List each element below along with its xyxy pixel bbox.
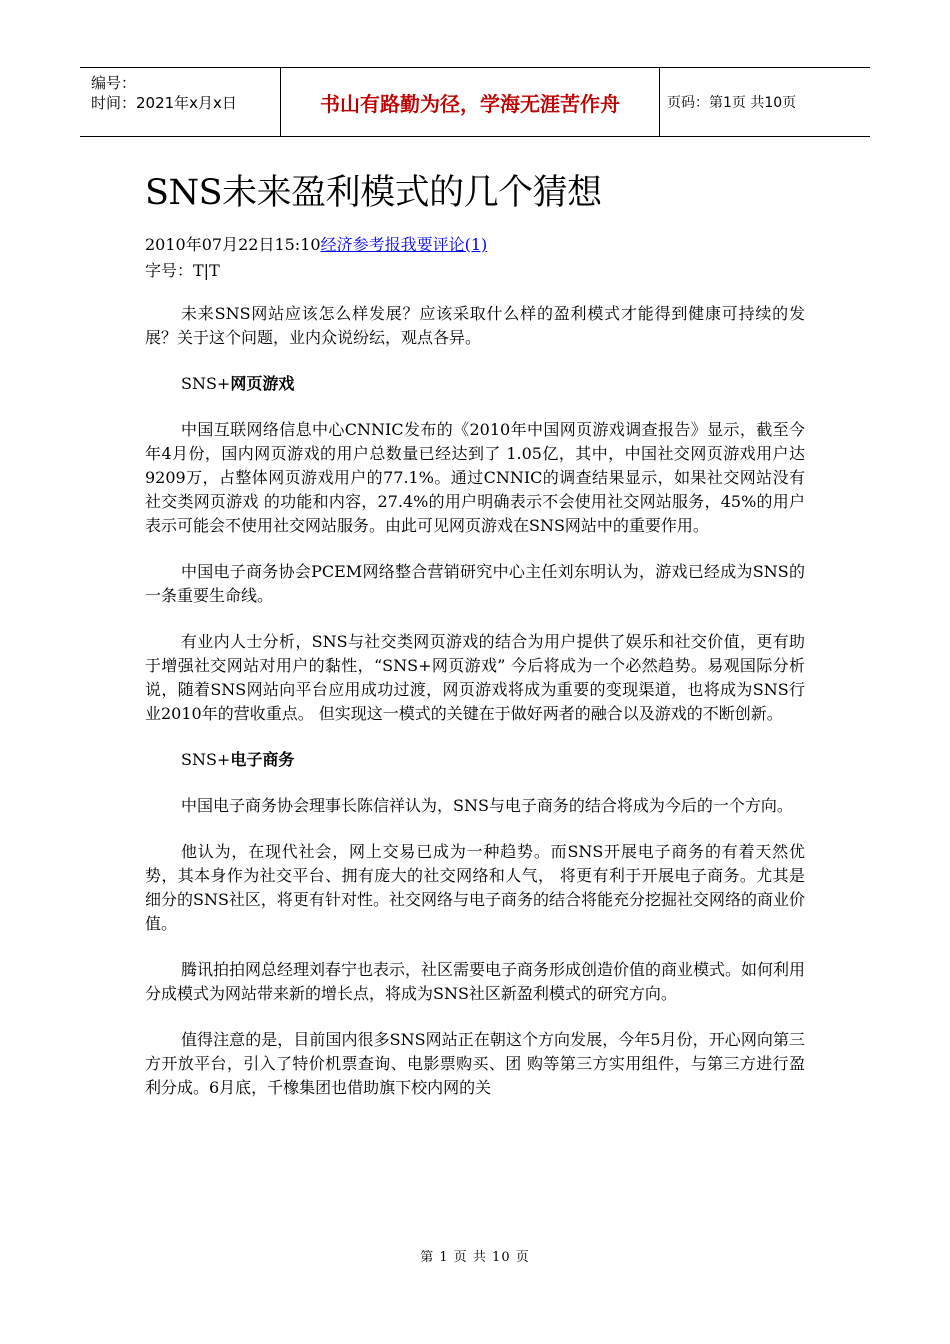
article-datetime: 2010年07月22日15:10 <box>145 235 321 254</box>
paragraph: 腾讯拍拍网总经理刘春宁也表示，社区需要电子商务形成创造价值的商业模式。如何利用分成模式为网站带来新的增长点，将成为SNS社区新盈利模式的研究方向。 <box>145 960 806 1003</box>
paragraph: 中国电子商务协会PCEM网络整合营销研究中心主任刘东明认为，游戏已经成为SNS的一条重要生命线。 <box>145 562 805 605</box>
comment-link[interactable]: 我要评论(1) <box>400 235 488 254</box>
source-link[interactable]: 经济参考报 <box>320 235 401 254</box>
paragraph: 值得注意的是，目前国内很多SNS网站正在朝这个方向发展，今年5月份，开心网向第三方开放平台，引入了特价机票查询、电影票购买、团 购等第三方实用组件，与第三方进行盈利分成。6月底，千橡集团也借助旗下校内网的关 <box>145 1030 805 1097</box>
article-meta <box>145 232 487 284</box>
header-page-info: 页码：第1页 共10页 <box>667 95 797 111</box>
time-label: 时间：2021年x月x日 <box>91 94 237 112</box>
section-heading-games <box>145 372 805 396</box>
article-body <box>145 302 805 1122</box>
paragraph: 中国互联网络信息中心CNNIC发布的《2010年中国网页游戏调查报告》显示，截至今年4月份，国内网页游戏的用户总数量已经达到了 1.05亿，其中，中国社交网页游戏用户达9209万，占整体网页游戏用户的77.1%。通过CNNIC的调查结果显示，如果社交网站没有社交类网页游戏 的功能和内容，27.4%的用户明确表示不会使用社交网站服务，45%的用户表示可能会不使用社交网站服务。由此可见网页游戏在SNS网站中的重要作用。 <box>145 420 805 535</box>
font-size-control[interactable]: 字号：T|T <box>145 261 220 280</box>
article-title: SNS未来盈利模式的几个猜想 <box>145 173 602 213</box>
section-title: 网页游戏 <box>230 374 295 393</box>
meta-line <box>145 232 487 258</box>
header-motto: 书山有路勤为径，学海无涯苦作舟 <box>281 68 660 136</box>
number-label: 编号： <box>91 74 137 92</box>
header-info-cell <box>80 68 281 136</box>
section-prefix: SNS+ <box>181 750 231 769</box>
paragraph-intro: 未来SNS网站应该怎么样发展？应该采取什么样的盈利模式才能得到健康可持续的发展？关于这个问题，业内众说纷纭，观点各异。 <box>145 304 805 347</box>
page-footer: 第 1 页 共 10 页 <box>420 1250 530 1265</box>
paragraph: 有业内人士分析，SNS与社交类网页游戏的结合为用户提供了娱乐和社交价值，更有助于增强社交网站对用户的黏性，“SNS+网页游戏” 今后将成为一个必然趋势。易观国际分析说，随着SNS网站向平台应用成功过渡，网页游戏将成为重要的变现渠道，也将成为SNS行业2010年的营收重点。 但实现这一模式的关键在于做好两者的融合以及游戏的不断创新。 <box>145 632 805 723</box>
paragraph: 中国电子商务协会理事长陈信祥认为，SNS与电子商务的结合将成为今后的一个方向。 <box>181 796 793 815</box>
section-heading-ecommerce <box>145 748 805 772</box>
header-table <box>80 67 870 137</box>
paragraph: 他认为，在现代社会，网上交易已成为一种趋势。而SNS开展电子商务的有着天然优势，其本身作为社交平台、拥有庞大的社交网络和人气， 将更有利于开展电子商务。尤其是细分的SNS社区，将更有针对性。社交网络与电子商务的结合将能充分挖掘社交网络的商业价值。 <box>145 842 805 933</box>
section-prefix: SNS+ <box>181 374 231 393</box>
section-title: 电子商务 <box>230 750 295 769</box>
